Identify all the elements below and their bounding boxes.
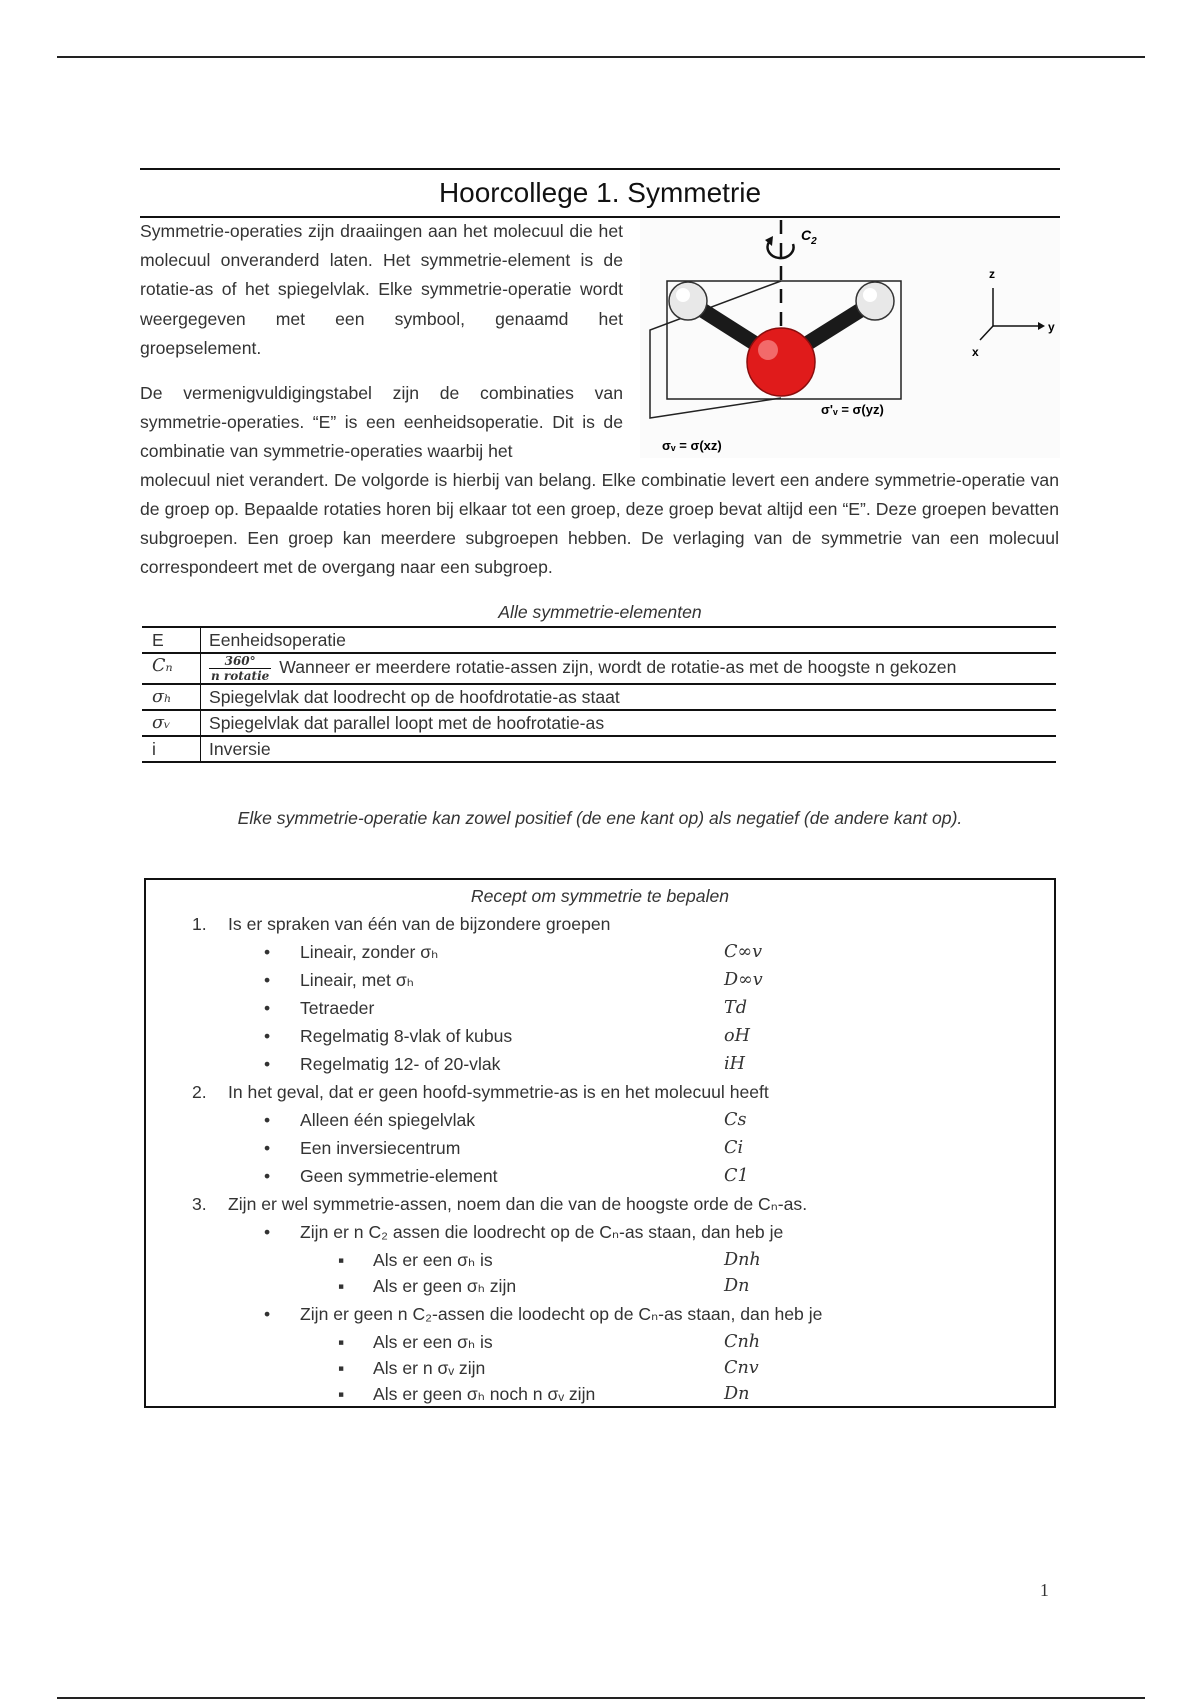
page-number: 1	[1040, 1580, 1049, 1600]
oxygen-atom	[747, 328, 815, 396]
group-symbol: Dnh	[724, 1250, 761, 1270]
table-row	[142, 653, 1056, 684]
square-bullet-icon: ▪	[338, 1358, 345, 1378]
bullet-icon: •	[264, 1304, 271, 1324]
square-bullet-icon: ▪	[338, 1250, 345, 1270]
item-label: Geen symmetrie-element	[300, 1166, 498, 1186]
item-label: Als er n σᵥ zijn	[373, 1358, 486, 1378]
fraction-denominator: n rotatie	[211, 669, 270, 683]
item-label: Regelmatig 8-vlak of kubus	[300, 1026, 513, 1046]
z-axis-label: z	[989, 267, 995, 281]
hydrogen-atom-right	[856, 282, 894, 320]
table-row	[142, 627, 1056, 653]
continued-text: molecuul niet verandert. De volgorde is hierbij van belang. Elke combinatie levert een andere symmetrie-operatie van de groep op. Bepaalde rotaties horen bij elkaar tot een groep, deze groep bevat altijd een “E”. Deze groepen bevatten subgroepen. Een groep kan meerdere subgroepen hebben. De verlaging van de symmetrie van een molecuul correspondeert met de overgang naar een subgroep.	[140, 470, 1059, 577]
item-label: Als er geen σₕ zijn	[373, 1276, 517, 1296]
table-row	[142, 736, 1056, 762]
group-symbol: Cnh	[724, 1332, 761, 1352]
square-bullet-icon: ▪	[338, 1332, 345, 1352]
group-symbol: D∞v	[724, 970, 763, 990]
table-caption: Alle symmetrie-elementen	[498, 602, 702, 622]
bullet-icon: •	[264, 970, 271, 990]
hydrogen-highlight-right	[863, 288, 877, 302]
group-symbol: C∞v	[724, 942, 763, 962]
description-cell: Eenheidsoperatie	[209, 630, 346, 650]
item-label: Lineair, zonder σₕ	[300, 942, 439, 962]
item-label: Een inversiecentrum	[300, 1138, 461, 1158]
bullet-icon: •	[264, 1222, 271, 1242]
water-molecule-figure	[640, 218, 1060, 458]
table-row	[142, 684, 1056, 710]
table-note: Elke symmetrie-operatie kan zowel positief (de ene kant op) als negatief (de andere kant op).	[237, 808, 963, 828]
y-axis-label: y	[1048, 320, 1055, 334]
item-label: Als er geen σₕ noch n σᵥ zijn	[373, 1384, 596, 1404]
hydrogen-atom-left	[669, 282, 707, 320]
group-symbol: iH	[724, 1054, 745, 1074]
symbol-cell: E	[142, 627, 201, 653]
group-symbol: oH	[724, 1026, 750, 1046]
item-label: Alleen één spiegelvlak	[300, 1110, 476, 1130]
title-block	[140, 168, 1060, 218]
intro-text	[140, 217, 623, 467]
symbol-cell: σᵥ	[142, 710, 201, 736]
step-text: Is er spraken van één van de bijzondere groepen	[228, 914, 611, 934]
item-label: Regelmatig 12- of 20-vlak	[300, 1054, 501, 1074]
group-symbol: C1	[724, 1166, 749, 1186]
item-label: Als er een σₕ is	[373, 1332, 493, 1352]
rotation-fraction	[209, 654, 271, 683]
group-symbol: Ci	[724, 1138, 744, 1158]
bullet-icon: •	[264, 1026, 271, 1046]
item-label: Lineair, met σₕ	[300, 970, 414, 990]
step-text: Zijn er wel symmetrie-assen, noem dan die van de hoogste orde de Cₙ-as.	[228, 1194, 808, 1214]
x-axis-label: x	[972, 345, 979, 359]
bullet-icon: •	[264, 942, 271, 962]
sigma-v-label: σᵥ = σ(xz)	[662, 438, 722, 453]
recipe-title: Recept om symmetrie te bepalen	[470, 886, 730, 906]
table-row	[142, 710, 1056, 736]
footer-rule	[57, 1697, 1145, 1699]
group-symbol: Dn	[724, 1276, 750, 1296]
symbol-cell: σₕ	[142, 684, 201, 710]
step-number: 3.	[192, 1194, 207, 1214]
intro-paragraph-1: Symmetrie-operaties zijn draaiingen aan het molecuul die het molecuul onveranderd laten. Het symmetrie-element is de rotatie-as of het spiegelvlak. Elke symmetrie-operatie wordt weergegeven met een symbool, genaamd het groepselement.	[140, 221, 623, 358]
bullet-icon: •	[264, 1166, 271, 1186]
bullet-icon: •	[264, 1110, 271, 1130]
recipe-box	[144, 878, 1056, 1408]
sub-step-text: Zijn er n C₂ assen die loodrecht op de Cₙ-as staan, dan heb je	[300, 1222, 784, 1242]
square-bullet-icon: ▪	[338, 1384, 345, 1404]
description-cell: Inversie	[209, 739, 271, 759]
description-cell	[201, 653, 1057, 684]
intro-paragraph-2: De vermenigvuldigingstabel zijn de combinaties van symmetrie-operaties. “E” is een eenheidsoperatie. Dit is de combinatie van symmetrie-operaties waarbij het	[140, 383, 623, 462]
hydrogen-highlight-left	[676, 288, 690, 302]
page-title: Hoorcollege 1. Symmetrie	[438, 177, 762, 208]
symmetry-elements-table	[142, 626, 1056, 763]
y-arrowhead-icon	[1038, 322, 1045, 330]
header-rule	[57, 56, 1145, 58]
group-symbol: Cnv	[724, 1358, 759, 1378]
oxygen-highlight	[758, 340, 778, 360]
bullet-icon: •	[264, 1054, 271, 1074]
square-bullet-icon: ▪	[338, 1276, 345, 1296]
group-symbol: Cs	[724, 1110, 747, 1130]
x-axis	[980, 326, 993, 340]
group-symbol: Td	[724, 998, 747, 1018]
cn-description: Wanneer er meerdere rotatie-assen zijn, wordt de rotatie-as met de hoogste n gekozen	[279, 657, 957, 678]
bullet-icon: •	[264, 998, 271, 1018]
fraction-numerator: 360°	[209, 654, 271, 669]
sigma-v-prime-label: σ'ᵥ = σ(yz)	[821, 402, 884, 417]
step-number: 1.	[192, 914, 207, 934]
step-text: In het geval, dat er geen hoofd-symmetrie-as is en het molecuul heeft	[228, 1082, 769, 1102]
symbol-cell: i	[142, 736, 201, 762]
group-symbol: Dn	[724, 1384, 750, 1404]
c2-label: $C_2$	[801, 227, 817, 247]
water-molecule-diagram	[640, 218, 1060, 458]
description-cell: Spiegelvlak dat parallel loopt met de hoofrotatie-as	[209, 713, 605, 733]
step-number: 2.	[192, 1082, 207, 1102]
item-label: Als er een σₕ is	[373, 1250, 493, 1270]
symbol-cell: Cₙ	[142, 653, 201, 684]
item-label: Tetraeder	[300, 998, 375, 1018]
sub-step-text: Zijn er geen n C₂-assen die loodecht op de Cₙ-as staan, dan heb je	[300, 1304, 823, 1324]
bullet-icon: •	[264, 1138, 271, 1158]
intro-paragraph-2-continued	[140, 466, 1059, 582]
description-cell: Spiegelvlak dat loodrecht op de hoofdrotatie-as staat	[209, 687, 620, 707]
